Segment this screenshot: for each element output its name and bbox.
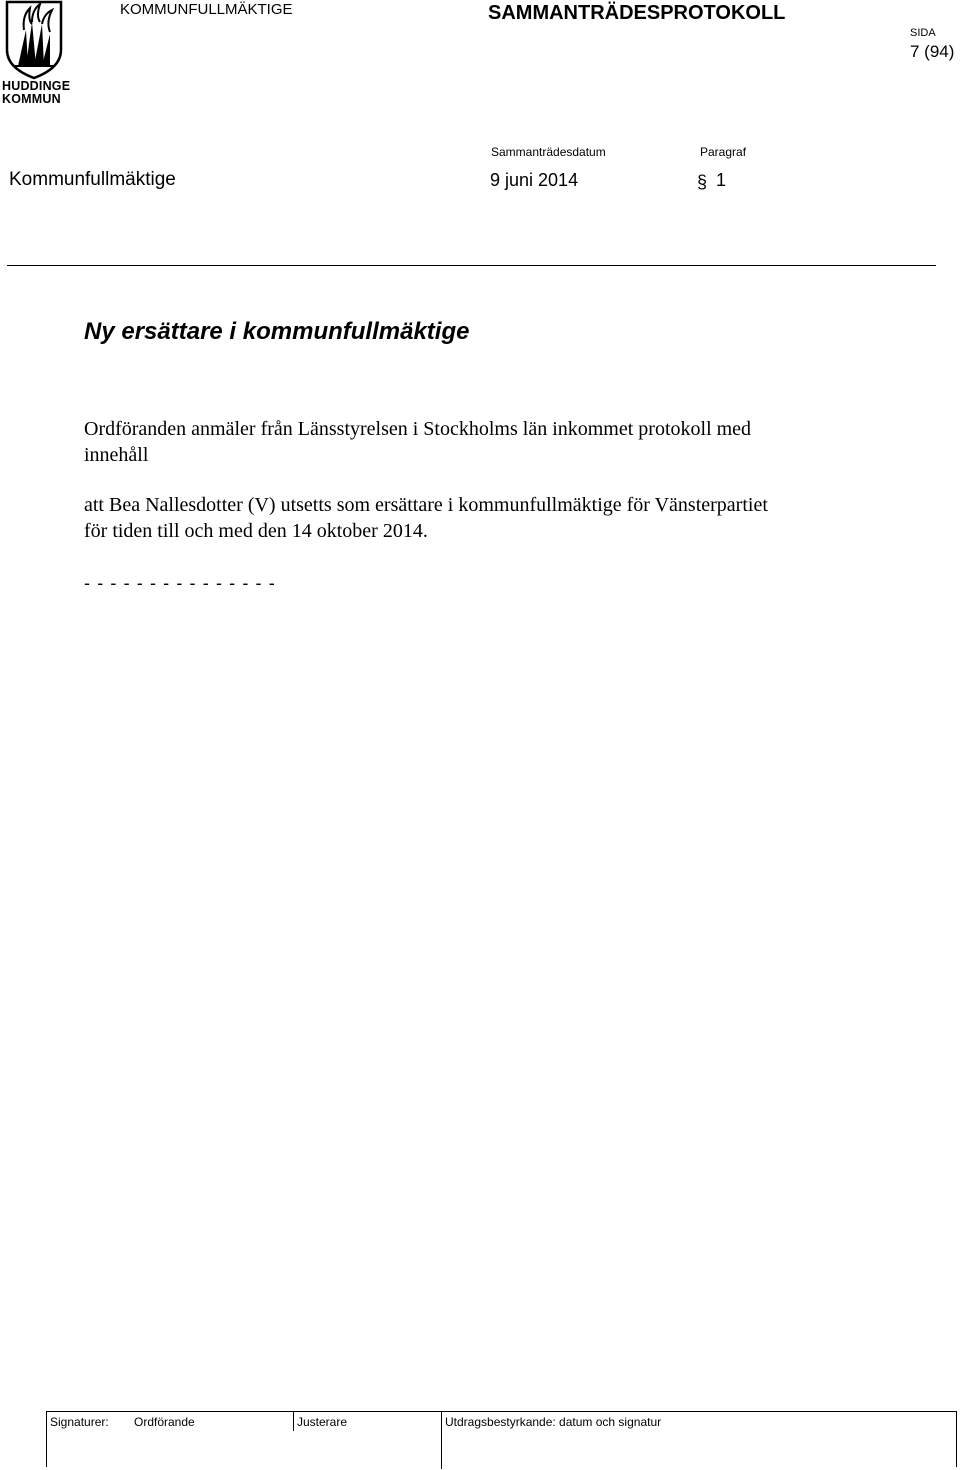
adjuster-label: Justerare — [297, 1415, 348, 1429]
paragraph-1-line-2: innehåll — [84, 444, 149, 466]
header-divider — [7, 265, 936, 266]
page-label: SIDA — [910, 27, 936, 39]
section-separator: - - - - - - - - - - - - - - - — [84, 573, 276, 593]
logo-text — [2, 80, 70, 106]
paragraph-2-line-2: för tiden till och med den 14 oktober 2014. — [84, 520, 428, 542]
signature-divider-2 — [441, 1411, 442, 1469]
organization-name: KOMMUNFULLMÄKTIGE — [120, 1, 293, 18]
paragraph-2-line-1: att Bea Nallesdotter (V) utsetts som ersättare i kommunfullmäktige för Vänsterpartiet — [84, 494, 768, 516]
committee-name: Kommunfullmäktige — [9, 169, 176, 190]
page-number: 7 (94) — [910, 42, 955, 61]
date-label: Sammanträdesdatum — [491, 145, 606, 159]
extract-certification-label: Utdragsbestyrkande: datum och signatur — [445, 1415, 662, 1429]
logo-line-2: KOMMUN — [2, 92, 61, 106]
paragraph-number: 1 — [716, 170, 727, 190]
paragraph-1-line-1: Ordföranden anmäler från Länsstyrelsen i Stockholms län inkommet protokoll med — [84, 418, 752, 440]
meeting-date: 9 juni 2014 — [490, 170, 579, 190]
logo-line-1: HUDDINGE — [2, 79, 71, 93]
signatures-label: Signaturer: — [50, 1415, 109, 1429]
paragraph-sign: § — [697, 172, 708, 192]
chair-label: Ordförande — [134, 1415, 195, 1429]
section-title: Ny ersättare i kommunfullmäktige — [84, 318, 470, 345]
document-type: SAMMANTRÄDESPROTOKOLL — [488, 2, 786, 24]
signature-divider-1 — [293, 1411, 294, 1431]
coat-of-arms-icon — [2, 0, 66, 80]
paragraph-label: Paragraf — [700, 145, 747, 159]
